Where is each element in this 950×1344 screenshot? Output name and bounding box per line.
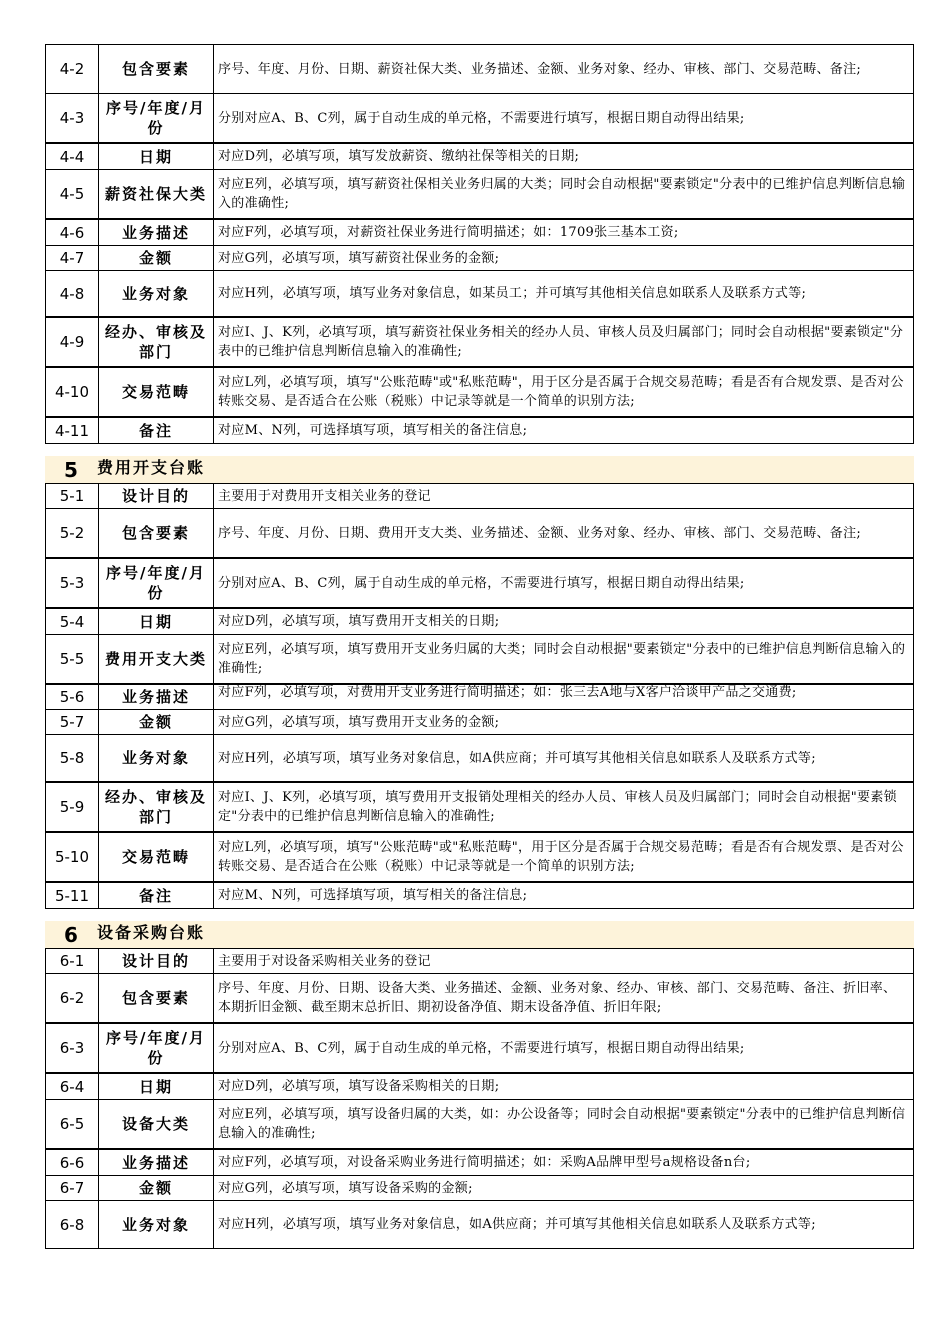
section-title: 设备采购台账 (97, 922, 206, 942)
section-number: 5 (64, 457, 78, 482)
row-item-name: 业务描述 (99, 1150, 214, 1175)
section-6-header (45, 921, 914, 949)
table-row (45, 220, 914, 246)
row-item-name: 日期 (99, 144, 214, 169)
row-item-name: 经办、审核及部门 (99, 318, 214, 366)
row-number: 5-7 (46, 710, 99, 734)
table-row (45, 271, 914, 318)
row-number: 6-8 (46, 1201, 99, 1248)
row-number: 4-4 (46, 144, 99, 169)
row-description: 序号、年度、月份、日期、薪资社保大类、业务描述、金额、业务对象、经办、审核、部门、交易范畴、备注; (218, 61, 862, 77)
row-item-name: 序号/年度/月份 (99, 94, 214, 142)
table-row (45, 1176, 914, 1201)
row-number: 6-7 (46, 1176, 99, 1200)
row-item-name: 序号/年度/月份 (99, 1024, 214, 1072)
instruction-sheet (45, 44, 914, 1249)
row-description: 对应L列，必填写项，填写"公账范畴"或"私账范畴"，用于区分是否属于合规交易范畴；看是否有合规发票、是否对公转账交易、是否适合在公账（税账）中记录等就是一个简单的识别方法; (218, 840, 904, 874)
row-description: 对应F列，必填写项，对费用开支业务进行简明描述；如：张三去A地与X客户洽谈甲产品之交通费; (218, 685, 797, 700)
row-number: 5-5 (46, 635, 99, 683)
row-number: 4-3 (46, 94, 99, 142)
section-5-header (45, 456, 914, 484)
table-row (45, 883, 914, 909)
row-number: 5-9 (46, 783, 99, 831)
row-description: 主要用于对设备采购相关业务的登记 (218, 953, 431, 969)
table-row (45, 170, 914, 220)
table-row (45, 559, 914, 609)
table-row (45, 1024, 914, 1074)
row-number: 4-5 (46, 170, 99, 218)
row-number: 4-9 (46, 318, 99, 366)
table-row (45, 144, 914, 170)
row-description: 对应L列，必填写项，填写"公账范畴"或"私账范畴"，用于区分是否属于合规交易范畴；看是否有合规发票、是否对公转账交易、是否适合在公账（税账）中记录等就是一个简单的识别方法; (218, 375, 904, 409)
row-number: 6-4 (46, 1074, 99, 1099)
row-description: 分别对应A、B、C列，属于自动生成的单元格，不需要进行填写，根据日期自动得出结果; (218, 1040, 745, 1056)
row-number: 5-11 (46, 883, 99, 908)
table-row (45, 94, 914, 144)
row-description: 对应D列，必填写项，填写费用开支相关的日期; (218, 614, 500, 629)
row-item-name: 序号/年度/月份 (99, 559, 214, 607)
row-item-name: 薪资社保大类 (99, 170, 214, 218)
row-item-name: 金额 (99, 710, 214, 734)
table-row (45, 833, 914, 883)
row-item-name: 日期 (99, 609, 214, 634)
row-number: 4-10 (46, 368, 99, 416)
table-row (45, 783, 914, 833)
row-item-name: 备注 (99, 883, 214, 908)
row-description: 对应F列，必填写项，对薪资社保业务进行简明描述；如：1709张三基本工资; (218, 225, 679, 240)
table-row (45, 635, 914, 685)
row-item-name: 金额 (99, 1176, 214, 1200)
row-number: 4-6 (46, 220, 99, 245)
row-description: 对应I、J、K列，必填写项，填写薪资社保业务相关的经办人员、审核人员及归属部门；同时会自动根据"要素锁定"分表中的已维护信息判断信息输入的准确性; (218, 325, 904, 359)
row-description: 对应E列，必填写项，填写费用开支业务归属的大类；同时会自动根据"要素锁定"分表中的已维护信息判断信息输入的准确性; (218, 642, 906, 676)
row-description: 对应F列，必填写项，对设备采购业务进行简明描述；如：采购A品牌甲型号a规格设备n台; (218, 1155, 751, 1170)
table-row (45, 1150, 914, 1176)
row-description: 对应D列，必填写项，填写设备采购相关的日期; (218, 1079, 500, 1094)
row-description: 对应G列，必填写项，填写设备采购的金额; (218, 1180, 473, 1196)
table-row (45, 418, 914, 444)
row-item-name: 日期 (99, 1074, 214, 1099)
row-item-name: 设计目的 (99, 484, 214, 508)
row-number: 4-8 (46, 271, 99, 316)
table-row (45, 949, 914, 974)
table-row (45, 710, 914, 735)
row-item-name: 设备大类 (99, 1100, 214, 1148)
row-number: 6-5 (46, 1100, 99, 1148)
row-number: 5-1 (46, 484, 99, 508)
row-description: 对应I、J、K列，必填写项，填写费用开支报销处理相关的经办人员、审核人员及归属部门；同时会自动根据"要素锁定"分表中的已维护信息判断信息输入的准确性; (218, 790, 897, 824)
row-number: 4-11 (46, 418, 99, 443)
row-description: 对应D列，必填写项，填写发放薪资、缴纳社保等相关的日期; (218, 149, 580, 164)
row-description: 对应M、N列，可选择填写项，填写相关的备注信息; (218, 423, 528, 438)
row-number: 6-6 (46, 1150, 99, 1175)
row-item-name: 业务描述 (99, 220, 214, 245)
row-description: 分别对应A、B、C列，属于自动生成的单元格，不需要进行填写，根据日期自动得出结果; (218, 110, 745, 126)
row-description: 对应H列，必填写项，填写业务对象信息，如某员工；并可填写其他相关信息如联系人及联系方式等; (218, 286, 807, 301)
row-item-name: 费用开支大类 (99, 635, 214, 683)
row-number: 6-2 (46, 974, 99, 1022)
row-item-name: 业务对象 (99, 735, 214, 781)
row-item-name: 经办、审核及部门 (99, 783, 214, 831)
row-description: 序号、年度、月份、日期、设备大类、业务描述、金额、业务对象、经办、审核、部门、交易范畴、备注、折旧率、本期折旧金额、截至期末总折旧、期初设备净值、期末设备净值、折旧年限; (218, 981, 897, 1015)
row-item-name: 包含要素 (99, 509, 214, 557)
row-item-name: 设计目的 (99, 949, 214, 973)
row-number: 5-2 (46, 509, 99, 557)
row-description: 序号、年度、月份、日期、费用开支大类、业务描述、金额、业务对象、经办、审核、部门、交易范畴、备注; (218, 525, 862, 541)
row-description: 对应M、N列，可选择填写项，填写相关的备注信息; (218, 888, 528, 903)
row-number: 5-3 (46, 559, 99, 607)
row-item-name: 备注 (99, 418, 214, 443)
table-row (45, 1074, 914, 1100)
row-number: 5-6 (46, 685, 99, 709)
row-number: 5-4 (46, 609, 99, 634)
section-gap (45, 909, 914, 921)
row-item-name: 交易范畴 (99, 368, 214, 416)
row-number: 5-10 (46, 833, 99, 881)
row-item-name: 交易范畴 (99, 833, 214, 881)
section-4-table (45, 44, 914, 444)
table-row (45, 368, 914, 418)
section-number: 6 (64, 922, 78, 947)
row-description: 对应H列，必填写项，填写业务对象信息，如A供应商；并可填写其他相关信息如联系人及联系方式等; (218, 750, 816, 766)
row-item-name: 包含要素 (99, 45, 214, 93)
row-number: 5-8 (46, 735, 99, 781)
section-5-table (45, 484, 914, 909)
row-description: 对应E列，必填写项，填写设备归属的大类，如：办公设备等；同时会自动根据"要素锁定"分表中的已维护信息判断信息输入的准确性; (218, 1107, 906, 1141)
row-item-name: 业务对象 (99, 1201, 214, 1248)
row-description: 主要用于对费用开支相关业务的登记 (218, 488, 431, 504)
row-description: 分别对应A、B、C列，属于自动生成的单元格，不需要进行填写，根据日期自动得出结果; (218, 575, 745, 591)
section-gap (45, 444, 914, 456)
table-row (45, 509, 914, 559)
section-title: 费用开支台账 (97, 457, 206, 477)
table-row (45, 1201, 914, 1249)
row-description: 对应G列，必填写项，填写薪资社保业务的金额; (218, 250, 500, 266)
table-row (45, 318, 914, 368)
row-item-name: 业务对象 (99, 271, 214, 316)
table-row (45, 735, 914, 783)
row-description: 对应E列，必填写项，填写薪资社保相关业务归属的大类；同时会自动根据"要素锁定"分表中的已维护信息判断信息输入的准确性; (218, 177, 906, 211)
section-6-table (45, 949, 914, 1249)
row-description: 对应H列，必填写项，填写业务对象信息，如A供应商；并可填写其他相关信息如联系人及联系方式等; (218, 1217, 816, 1232)
row-item-name: 包含要素 (99, 974, 214, 1022)
row-number: 6-1 (46, 949, 99, 973)
row-description: 对应G列，必填写项，填写费用开支业务的金额; (218, 714, 500, 730)
row-item-name: 金额 (99, 246, 214, 270)
table-row (45, 1100, 914, 1150)
row-number: 4-2 (46, 45, 99, 93)
row-item-name: 业务描述 (99, 685, 214, 709)
table-row (45, 246, 914, 271)
table-row (45, 44, 914, 94)
table-row (45, 685, 914, 710)
table-row (45, 609, 914, 635)
row-number: 6-3 (46, 1024, 99, 1072)
table-row (45, 484, 914, 509)
table-row (45, 974, 914, 1024)
row-number: 4-7 (46, 246, 99, 270)
